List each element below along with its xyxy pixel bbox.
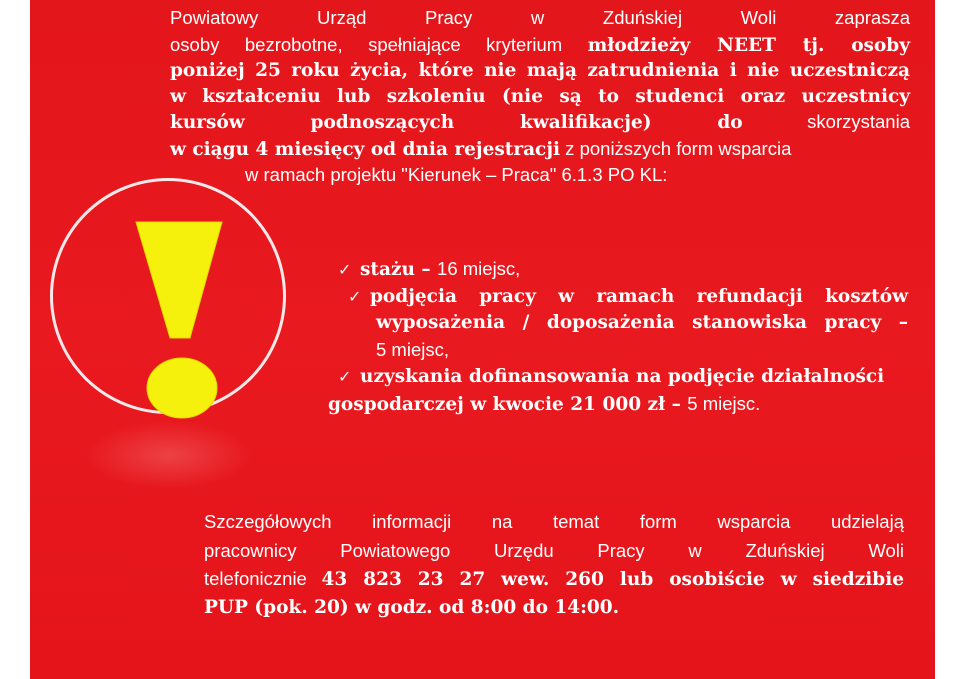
intro-line-6a: w ciągu 4 miesięcy od dnia rejestracji [170,138,561,160]
item-2-line [348,310,908,337]
intro-line-2a: osoby bezrobotne, spełniające kryterium [170,33,588,55]
intro-line-3: poniżej 25 roku życia, które nie mają zatrudnienia i nie uczestniczą [170,60,910,81]
item-2-line [348,284,908,311]
intro-text [170,5,910,189]
checkmark-icon: ✓ [338,367,352,386]
item-3-line-1: uzyskania dofinansowania na podjęcie działalności [360,366,885,387]
intro-line-5b: skorzystania [742,111,910,132]
list-item [308,256,908,284]
item-2-line [348,337,908,365]
contact-info [204,508,904,621]
intro-line [170,84,910,110]
intro-line [170,5,910,32]
exclamation-mark-icon [44,176,290,496]
intro-line-6b: z poniższych form wsparcia [560,137,792,159]
footer-line [204,508,904,537]
item-3-count: 5 miejsc. [687,392,761,414]
footer-line-3a: telefonicznie [204,568,322,589]
footer-line [204,594,904,622]
intro-line-4: w kształceniu lub szkoleniu (nie są to studenci oraz uczestnicy [170,85,910,107]
item-2-line-2: wyposażenia / doposażenia stanowiska pracy – [376,312,908,333]
checkmark-icon: ✓ [348,286,362,306]
intro-line [170,58,910,84]
footer-line [204,537,904,566]
footer-line [204,565,904,594]
intro-line [170,109,910,136]
intro-line [170,136,910,163]
item-3-line-2: gospodarczej w kwocie 21 000 zł – [328,393,688,415]
item-1-label: stażu – [360,259,438,280]
intro-line-2b: młodzieży NEET tj. osoby [587,34,910,56]
intro-line-5a: kursów podnoszących kwalifikacje) do [170,112,743,133]
item-2-count: 5 miejsc, [376,338,449,360]
item-3-line [328,391,908,419]
footer-phone: 43 823 23 27 wew. 260 lub osobiście w siedzibie [321,569,904,590]
poster [30,0,935,679]
list-item [308,284,908,365]
exclamation-graphic [44,176,290,496]
intro-line [170,32,910,59]
footer-line-4: PUP (pok. 20) w godz. od 8:00 do 14:00. [204,596,620,618]
footer-line-1: Szczegółowych informacji na temat form wsparcia udzielają [204,511,904,532]
intro-line-7: w ramach projektu "Kierunek – Praca" 6.1.3 PO KL: [245,164,668,185]
intro-line-1: Powiatowy Urząd Pracy w Zduńskiej Woli zaprasza [170,7,910,28]
footer-line-2: pracownicy Powiatowego Urzędu Pracy w Zduńskiej Woli [204,539,904,561]
item-3-line [338,364,908,391]
support-list [308,256,908,418]
item-1-count: 16 miejsc, [437,258,521,279]
checkmark-icon: ✓ [338,260,352,279]
item-2-line-1: podjęcia pracy w ramach refundacji kosztów [370,285,908,307]
list-item [308,364,908,418]
